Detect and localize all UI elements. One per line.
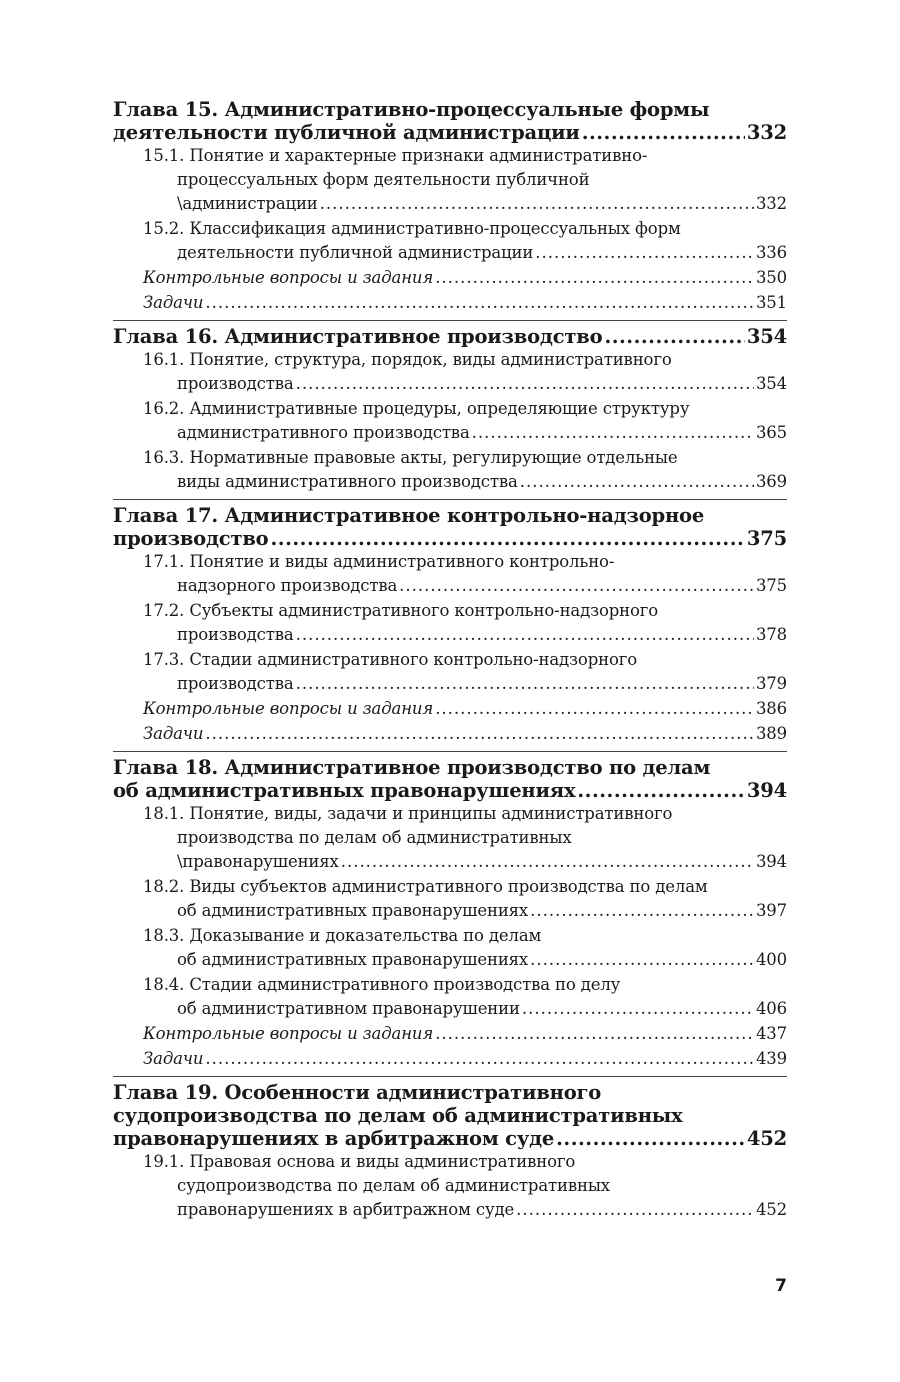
chapter-page-number: 452 xyxy=(746,1127,787,1150)
chapter-title-text: Глава 18. Административное производство по делам xyxy=(113,756,711,779)
section-entry-line xyxy=(113,266,787,290)
section-entry-line xyxy=(113,948,787,972)
section-page-number: 350 xyxy=(755,268,787,287)
section-page-number: 389 xyxy=(755,724,787,743)
section-title-line xyxy=(113,924,787,948)
section-title-text: правонарушениях в арбитражном суде xyxy=(177,1200,515,1219)
section-entry-line xyxy=(113,291,787,315)
toc-section[interactable] xyxy=(113,924,787,972)
dot-leader xyxy=(556,1127,745,1150)
section-page-number: 375 xyxy=(755,576,787,595)
section-title-line xyxy=(113,1150,787,1174)
chapter-page-number: 354 xyxy=(746,325,787,348)
section-entry-line xyxy=(113,470,787,494)
section-title-text: Задачи xyxy=(143,724,204,743)
section-title-text: Задачи xyxy=(143,1049,204,1068)
toc-chapter xyxy=(113,751,787,1071)
section-title-text: производства xyxy=(177,374,294,393)
dot-leader xyxy=(341,850,754,874)
section-title-text: Контрольные вопросы и задания xyxy=(143,699,434,718)
dot-leader xyxy=(296,372,754,396)
dot-leader xyxy=(296,672,754,696)
section-title-text: производства xyxy=(177,625,294,644)
chapter-title-line xyxy=(113,98,787,121)
section-title-text: административного производства xyxy=(177,423,470,442)
chapter-title-text: об административных правонарушениях xyxy=(113,779,576,802)
section-page-number: 354 xyxy=(755,374,787,393)
section-title-text: производства xyxy=(177,674,294,693)
dot-leader xyxy=(435,697,754,721)
dot-leader xyxy=(577,779,745,802)
toc-chapter xyxy=(113,499,787,746)
chapter-title-text: Глава 16. Административное производство xyxy=(113,325,603,348)
chapter-title-line xyxy=(113,504,787,527)
toc-section[interactable] xyxy=(113,648,787,696)
section-title-text: 17.2. Субъекты административного контрольно-надзорного xyxy=(143,601,659,620)
section-entry-line xyxy=(113,722,787,746)
section-page-number: 394 xyxy=(755,852,787,871)
dot-leader xyxy=(205,1047,754,1071)
section-title-text: 18.3. Доказывание и доказательства по делам xyxy=(143,926,542,945)
section-entry-line xyxy=(113,1198,787,1222)
section-title-text: Контрольные вопросы и задания xyxy=(143,1024,434,1043)
section-title-text: судопроизводства по делам об административных xyxy=(177,1176,610,1195)
section-title-line xyxy=(113,826,787,850)
section-title-line xyxy=(113,550,787,574)
section-title-text: Задачи xyxy=(143,293,204,312)
toc-chapter xyxy=(113,1076,787,1222)
page-number: 7 xyxy=(775,1276,787,1296)
section-page-number: 336 xyxy=(755,243,787,262)
section-page-number: 386 xyxy=(755,699,787,718)
section-title-text: процессуальных форм деятельности публичной xyxy=(177,170,590,189)
dot-leader xyxy=(522,997,754,1021)
dot-leader xyxy=(435,266,754,290)
dot-leader xyxy=(582,121,745,144)
chapter-title-text: судопроизводства по делам об административных xyxy=(113,1104,683,1127)
toc-chapter xyxy=(113,98,787,315)
section-page-number: 400 xyxy=(755,950,787,969)
section-title-text: виды административного производства xyxy=(177,472,518,491)
section-entry-line xyxy=(113,899,787,923)
section-page-number: 437 xyxy=(755,1024,787,1043)
toc-section[interactable] xyxy=(113,446,787,494)
section-title-text: 18.2. Виды субъектов административного производства по делам xyxy=(143,877,708,896)
toc-section[interactable] xyxy=(113,348,787,396)
toc-auxiliary-entry[interactable] xyxy=(113,722,787,746)
section-entry-line xyxy=(113,1022,787,1046)
section-title-line xyxy=(113,446,787,470)
toc-section[interactable] xyxy=(113,599,787,647)
section-page-number: 378 xyxy=(755,625,787,644)
section-title-text: 18.4. Стадии административного производства по делу xyxy=(143,975,621,994)
section-entry-line xyxy=(113,241,787,265)
chapter-entry[interactable] xyxy=(113,1127,787,1150)
section-page-number: 379 xyxy=(755,674,787,693)
section-entry-line xyxy=(113,1047,787,1071)
toc-auxiliary-entry[interactable] xyxy=(113,1047,787,1071)
dot-leader xyxy=(271,527,745,550)
section-entry-line xyxy=(113,997,787,1021)
toc-section[interactable] xyxy=(113,550,787,598)
dot-leader xyxy=(399,574,754,598)
section-title-line xyxy=(113,217,787,241)
dot-leader xyxy=(530,948,754,972)
section-title-text: 17.3. Стадии административного контрольно-надзорного xyxy=(143,650,638,669)
table-of-contents xyxy=(113,98,787,1227)
section-title-text: 16.2. Административные процедуры, определяющие структуру xyxy=(143,399,690,418)
section-entry-line xyxy=(113,421,787,445)
section-title-text: надзорного производства xyxy=(177,576,398,595)
section-entry-line xyxy=(113,850,787,874)
section-title-text: 17.1. Понятие и виды административного контрольно- xyxy=(143,552,615,571)
section-title-text: 16.1. Понятие, структура, порядок, виды административного xyxy=(143,350,672,369)
toc-section[interactable] xyxy=(113,217,787,265)
chapter-title-text: Глава 19. Особенности административного xyxy=(113,1081,602,1104)
section-title-line xyxy=(113,875,787,899)
section-title-text: 15.2. Классификация административно-процессуальных форм xyxy=(143,219,681,238)
section-title-line xyxy=(113,599,787,623)
section-title-text: деятельности публичной администрации xyxy=(177,243,534,262)
dot-leader xyxy=(205,291,754,315)
dot-leader xyxy=(535,241,754,265)
section-title-text: 18.1. Понятие, виды, задачи и принципы административного xyxy=(143,804,673,823)
toc-section[interactable] xyxy=(113,397,787,445)
chapter-title-text: правонарушениях в арбитражном суде xyxy=(113,1127,555,1150)
dot-leader xyxy=(205,722,754,746)
section-page-number: 452 xyxy=(755,1200,787,1219)
section-title-text: \администрации xyxy=(177,194,318,213)
toc-auxiliary-entry[interactable] xyxy=(113,266,787,290)
section-title-line xyxy=(113,397,787,421)
chapter-entry[interactable] xyxy=(113,325,787,348)
toc-section[interactable] xyxy=(113,1150,787,1222)
dot-leader xyxy=(520,470,754,494)
chapter-title-text: Глава 15. Административно-процессуальные формы xyxy=(113,98,710,121)
dot-leader xyxy=(320,192,754,216)
chapter-page-number: 332 xyxy=(746,121,787,144)
section-page-number: 397 xyxy=(755,901,787,920)
chapter-entry[interactable] xyxy=(113,779,787,802)
section-title-line xyxy=(113,144,787,168)
section-page-number: 406 xyxy=(755,999,787,1018)
section-entry-line xyxy=(113,372,787,396)
section-title-text: об административном правонарушении xyxy=(177,999,520,1018)
section-title-text: \правонарушениях xyxy=(177,852,339,871)
section-page-number: 439 xyxy=(755,1049,787,1068)
dot-leader xyxy=(516,1198,754,1222)
section-title-text: об административных правонарушениях xyxy=(177,950,529,969)
toc-auxiliary-entry[interactable] xyxy=(113,1022,787,1046)
chapter-title-line xyxy=(113,1081,787,1104)
section-page-number: 369 xyxy=(755,472,787,491)
toc-section[interactable] xyxy=(113,973,787,1021)
section-title-text: 19.1. Правовая основа и виды административного xyxy=(143,1152,576,1171)
section-title-text: Контрольные вопросы и задания xyxy=(143,268,434,287)
section-title-line xyxy=(113,802,787,826)
section-page-number: 351 xyxy=(755,293,787,312)
toc-section[interactable] xyxy=(113,802,787,874)
section-entry-line xyxy=(113,192,787,216)
dot-leader xyxy=(472,421,754,445)
chapter-page-number: 375 xyxy=(746,527,787,550)
chapter-page-number: 394 xyxy=(746,779,787,802)
section-title-text: производства по делам об административных xyxy=(177,828,572,847)
section-title-line xyxy=(113,973,787,997)
section-title-line xyxy=(113,348,787,372)
toc-section[interactable] xyxy=(113,875,787,923)
toc-section[interactable] xyxy=(113,144,787,216)
chapter-title-text: производство xyxy=(113,527,269,550)
dot-leader xyxy=(435,1022,754,1046)
section-entry-line xyxy=(113,623,787,647)
section-entry-line xyxy=(113,574,787,598)
section-title-text: об административных правонарушениях xyxy=(177,901,529,920)
chapter-title-text: Глава 17. Административное контрольно-надзорное xyxy=(113,504,705,527)
section-title-text: 15.1. Понятие и характерные признаки административно- xyxy=(143,146,648,165)
dot-leader xyxy=(604,325,744,348)
section-page-number: 365 xyxy=(755,423,787,442)
toc-chapter xyxy=(113,320,787,494)
section-entry-line xyxy=(113,697,787,721)
section-title-line xyxy=(113,648,787,672)
dot-leader xyxy=(296,623,754,647)
toc-auxiliary-entry[interactable] xyxy=(113,697,787,721)
section-title-line xyxy=(113,168,787,192)
section-title-text: 16.3. Нормативные правовые акты, регулирующие отдельные xyxy=(143,448,678,467)
chapter-entry[interactable] xyxy=(113,121,787,144)
chapter-title-line xyxy=(113,756,787,779)
section-entry-line xyxy=(113,672,787,696)
toc-auxiliary-entry[interactable] xyxy=(113,291,787,315)
dot-leader xyxy=(530,899,754,923)
chapter-entry[interactable] xyxy=(113,527,787,550)
section-title-line xyxy=(113,1174,787,1198)
section-page-number: 332 xyxy=(755,194,787,213)
chapter-title-line xyxy=(113,1104,787,1127)
chapter-title-text: деятельности публичной администрации xyxy=(113,121,580,144)
